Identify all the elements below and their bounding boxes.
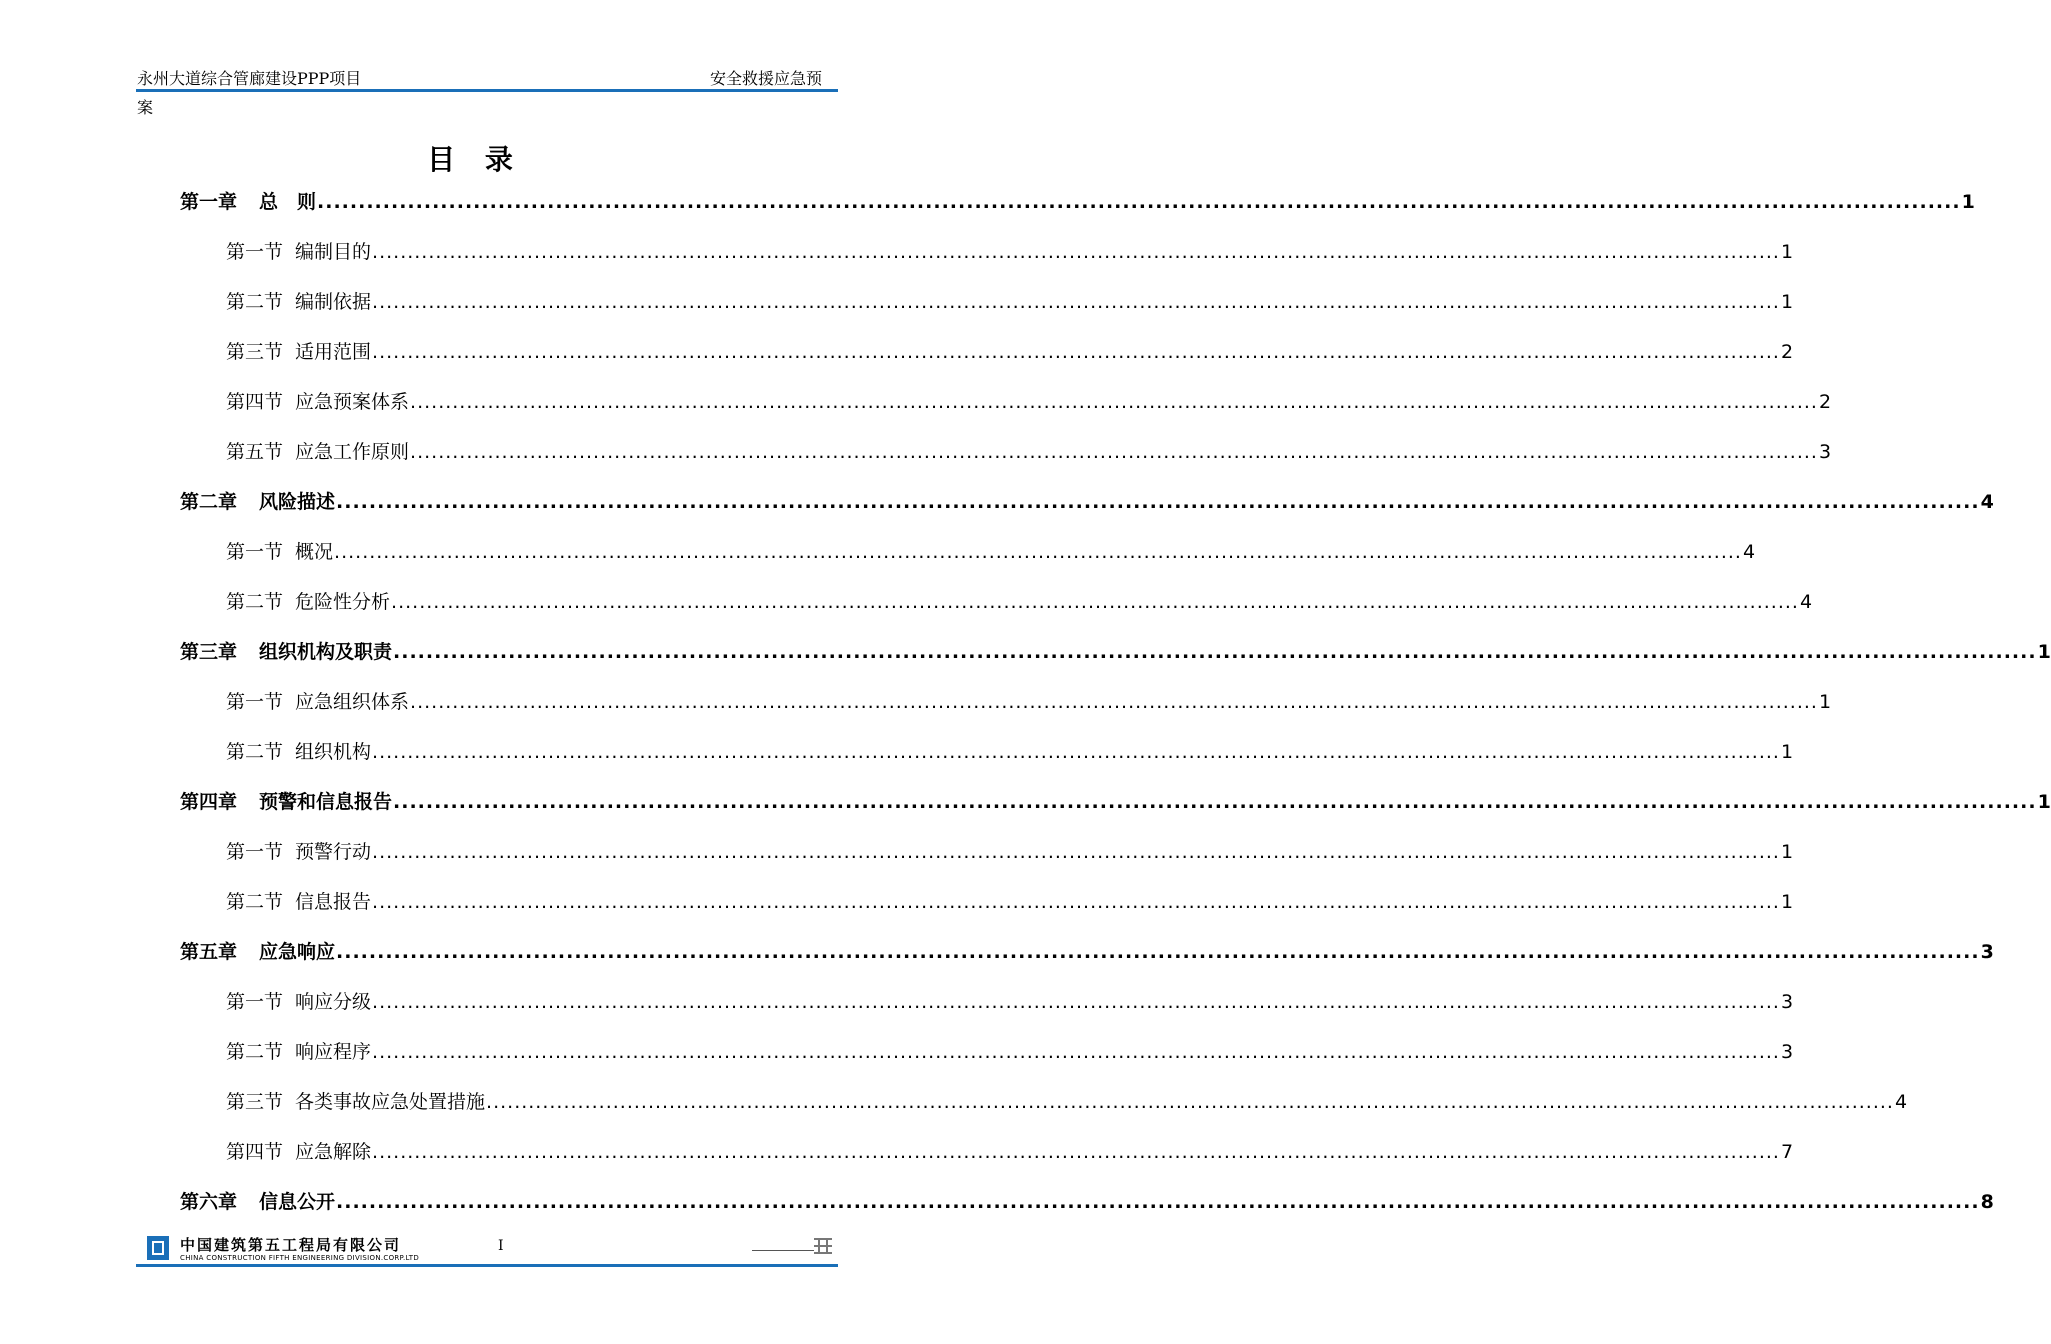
toc-entry-page: 1 — [1780, 841, 1794, 863]
toc-entry-title: 应急工作原则 — [295, 441, 410, 463]
toc-chapter-entry[interactable] — [180, 937, 1994, 967]
toc-leader-dots: ........................................................................................................................................................................................................ — [391, 591, 1799, 613]
toc-entry-title: 应急组织体系 — [295, 691, 410, 713]
toc-leader-dots: ........................................................................................................................................................................................................ — [486, 1091, 1894, 1113]
toc-entry-number: 第二节 — [226, 1041, 284, 1063]
toc-entry-page: 1 — [1780, 891, 1794, 913]
toc-section-entry[interactable] — [226, 887, 1794, 917]
toc-section-entry[interactable] — [226, 437, 1832, 467]
toc-section-entry[interactable] — [226, 1137, 1794, 1167]
toc-entry-label — [180, 787, 392, 814]
toc-entry-page: 1 — [1780, 291, 1794, 313]
toc-entry-label — [226, 987, 371, 1014]
toc-leader-dots: ........................................................................................................................................................................................................ — [372, 741, 1780, 763]
toc-entry-title: 预警和信息报告 — [259, 791, 393, 813]
footer-mark-icon — [812, 1236, 834, 1256]
toc-entry-title: 概况 — [295, 541, 334, 563]
toc-entry-label — [226, 587, 390, 614]
toc-entry-number: 第一节 — [226, 541, 284, 563]
toc-entry-page: 1 — [1780, 741, 1794, 763]
toc-section-entry[interactable] — [226, 1037, 1794, 1067]
toc-chapter-entry[interactable] — [180, 1187, 1994, 1217]
toc-entry-page: 1 — [1961, 191, 1975, 213]
toc-entry-page: 2 — [1818, 391, 1832, 413]
toc-entry-number: 第六章 — [180, 1191, 238, 1213]
toc-entry-number: 第二节 — [226, 291, 284, 313]
toc-entry-page: 1 — [1780, 241, 1794, 263]
toc-leader-dots: ........................................................................................................................................................................................................ — [372, 341, 1780, 363]
toc-section-entry[interactable] — [226, 687, 1832, 717]
header-rule — [136, 89, 838, 92]
toc-chapter-entry[interactable] — [180, 637, 2051, 667]
toc-entry-title: 组织机构及职责 — [259, 641, 393, 663]
toc-leader-dots: ........................................................................................................................................................................................................ — [372, 291, 1780, 313]
toc-leader-dots: ........................................................................................................................................................................................................ — [317, 191, 1961, 213]
toc-entry-title: 预警行动 — [295, 841, 372, 863]
toc-entry-page: 1 — [2037, 791, 2051, 813]
toc-entry-number: 第二节 — [226, 741, 284, 763]
toc-title: 目 录 — [427, 143, 523, 176]
toc-entry-label — [180, 1187, 335, 1214]
toc-entry-label — [226, 237, 371, 264]
toc-entry-page: 3 — [1980, 941, 1994, 963]
toc-leader-dots: ........................................................................................................................................................................................................ — [336, 1191, 1980, 1213]
toc-chapter-entry[interactable] — [180, 487, 1994, 517]
toc-section-entry[interactable] — [226, 587, 1813, 617]
toc-entry-page: 4 — [1742, 541, 1756, 563]
header-document-name-wrap: 案 — [137, 98, 154, 117]
toc-entry-title: 危险性分析 — [295, 591, 391, 613]
toc-section-entry[interactable] — [226, 387, 1832, 417]
toc-section-entry[interactable] — [226, 737, 1794, 767]
toc-section-entry[interactable] — [226, 837, 1794, 867]
toc-entry-page: 2 — [1780, 341, 1794, 363]
toc-entry-label — [226, 837, 371, 864]
toc-entry-page: 1 — [1818, 691, 1832, 713]
toc-entry-page: 3 — [1818, 441, 1832, 463]
toc-leader-dots: ........................................................................................................................................................................................................ — [372, 991, 1780, 1013]
toc-entry-label — [226, 387, 409, 414]
toc-entry-page: 8 — [1980, 1191, 1994, 1213]
toc-entry-label — [226, 287, 371, 314]
toc-entry-label — [226, 1037, 371, 1064]
toc-entry-page: 3 — [1780, 1041, 1794, 1063]
toc-entry-label — [180, 487, 335, 514]
toc-leader-dots: ........................................................................................................................................................................................................ — [410, 441, 1818, 463]
toc-entry-title: 编制依据 — [295, 291, 372, 313]
company-logo-icon — [147, 1236, 169, 1260]
toc-entry-number: 第一节 — [226, 241, 284, 263]
toc-entry-title: 组织机构 — [295, 741, 372, 763]
toc-entry-page: 4 — [1799, 591, 1813, 613]
toc-leader-dots: ........................................................................................................................................................................................................ — [372, 1141, 1780, 1163]
toc-leader-dots: ........................................................................................................................................................................................................ — [393, 641, 2037, 663]
toc-entry-title: 应急预案体系 — [295, 391, 410, 413]
toc-chapter-entry[interactable] — [180, 787, 2051, 817]
toc-chapter-entry[interactable] — [180, 187, 1975, 217]
toc-entry-label — [226, 687, 409, 714]
toc-entry-number: 第一节 — [226, 841, 284, 863]
toc-entry-title: 应急解除 — [295, 1141, 372, 1163]
toc-leader-dots: ........................................................................................................................................................................................................ — [393, 791, 2037, 813]
toc-entry-title: 风险描述 — [259, 491, 336, 513]
toc-leader-dots: ........................................................................................................................................................................................................ — [336, 941, 1980, 963]
toc-entry-title: 各类事故应急处置措施 — [295, 1091, 486, 1113]
toc-entry-label — [226, 1137, 371, 1164]
toc-entry-label — [226, 337, 371, 364]
toc-entry-number: 第一节 — [226, 691, 284, 713]
toc-entry-page: 3 — [1780, 991, 1794, 1013]
toc-section-entry[interactable] — [226, 987, 1794, 1017]
toc-section-entry[interactable] — [226, 287, 1794, 317]
toc-entry-number: 第四章 — [180, 791, 238, 813]
toc-entry-label — [226, 887, 371, 914]
toc-entry-number: 第二章 — [180, 491, 238, 513]
toc-entry-label — [226, 737, 371, 764]
toc-entry-number: 第三节 — [226, 341, 284, 363]
footer-mark-line — [752, 1250, 814, 1251]
toc-leader-dots: ........................................................................................................................................................................................................ — [336, 491, 1980, 513]
header-document-name: 安全救援应急预 — [709, 69, 822, 88]
header-project-name: 永州大道综合管廊建设PPP项目 — [137, 69, 362, 88]
toc-leader-dots: ........................................................................................................................................................................................................ — [410, 391, 1818, 413]
toc-entry-title: 响应分级 — [295, 991, 372, 1013]
toc-entry-page: 4 — [1980, 491, 1994, 513]
toc-entry-page: 7 — [1780, 1141, 1794, 1163]
toc-entry-label — [180, 937, 335, 964]
toc-section-entry[interactable] — [226, 337, 1794, 367]
footer-company-name: 中国建筑第五工程局有限公司 — [180, 1236, 402, 1254]
toc-entry-title: 应急响应 — [259, 941, 336, 963]
footer-rule — [136, 1264, 838, 1267]
toc-entry-number: 第五节 — [226, 441, 284, 463]
toc-entry-number: 第四节 — [226, 1141, 284, 1163]
footer-company-name-en: CHINA CONSTRUCTION FIFTH ENGINEERING DIVISION.CORP.LTD — [180, 1254, 420, 1262]
toc-entry-label — [226, 1087, 485, 1114]
toc-leader-dots: ........................................................................................................................................................................................................ — [372, 891, 1780, 913]
toc-entry-number: 第五章 — [180, 941, 238, 963]
toc-entry-label — [180, 187, 316, 214]
toc-leader-dots: ........................................................................................................................................................................................................ — [372, 241, 1780, 263]
toc-entry-number: 第四节 — [226, 391, 284, 413]
toc-entry-title: 总 则 — [259, 191, 317, 213]
toc-entry-number: 第二节 — [226, 591, 284, 613]
toc-entry-number: 第一节 — [226, 991, 284, 1013]
toc-entry-page: 4 — [1894, 1091, 1908, 1113]
toc-entry-number: 第三章 — [180, 641, 238, 663]
toc-entry-number: 第二节 — [226, 891, 284, 913]
toc-section-entry[interactable] — [226, 537, 1756, 567]
toc-entry-title: 信息报告 — [295, 891, 372, 913]
toc-section-entry[interactable] — [226, 1087, 1908, 1117]
toc-leader-dots: ........................................................................................................................................................................................................ — [372, 1041, 1780, 1063]
toc-entry-label — [226, 537, 333, 564]
toc-entry-title: 响应程序 — [295, 1041, 372, 1063]
toc-entry-title: 信息公开 — [259, 1191, 336, 1213]
footer-page-number: I — [498, 1238, 504, 1254]
toc-leader-dots: ........................................................................................................................................................................................................ — [410, 691, 1818, 713]
toc-entry-number: 第一章 — [180, 191, 238, 213]
toc-entry-title: 编制目的 — [295, 241, 372, 263]
toc-leader-dots: ........................................................................................................................................................................................................ — [372, 841, 1780, 863]
toc-entry-label — [180, 637, 392, 664]
toc-section-entry[interactable] — [226, 237, 1794, 267]
toc-entry-title: 适用范围 — [295, 341, 372, 363]
toc-leader-dots: ........................................................................................................................................................................................................ — [334, 541, 1742, 563]
toc-entry-number: 第三节 — [226, 1091, 284, 1113]
toc-entry-label — [226, 437, 409, 464]
toc-entry-page: 1 — [2037, 641, 2051, 663]
